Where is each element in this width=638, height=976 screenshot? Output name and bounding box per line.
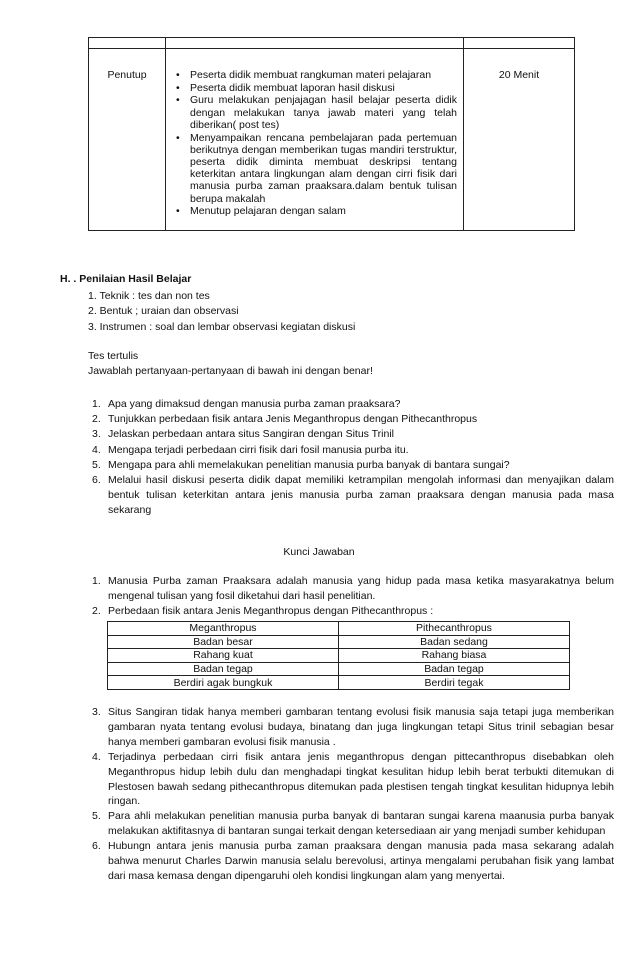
- table-header-row: [89, 38, 575, 49]
- duration-cell: 20 Menit: [464, 49, 575, 231]
- column-header: Pithecanthropus: [339, 622, 570, 636]
- bullet-icon: •: [176, 131, 180, 144]
- list-item: • Guru melakukan penjajagan hasil belajar peserta didik dengan melakukan tanya jawab materi yang telah diberikan( post tes): [176, 94, 457, 131]
- list-item: 3. Instrumen : soal dan lembar observasi kegiatan diskusi: [88, 320, 356, 333]
- answer-list-top: [88, 574, 614, 619]
- list-item: 2. Bentuk ; uraian dan observasi: [88, 305, 239, 318]
- bullet-icon: •: [176, 81, 180, 94]
- list-item: 4. Mengapa terjadi perbedaan cirri fisik dari fosil manusia purba itu.: [92, 443, 409, 456]
- test-label: Tes tertulis: [88, 350, 139, 362]
- list-item: 3. Jelaskan perbedaan antara situs Sangiran dengan Situs Trinil: [92, 428, 395, 441]
- instruction-text: Jawablah pertanyaan-pertanyaan di bawah ini dengan benar!: [88, 365, 373, 378]
- list-item: 5. Para ahli melakukan penelitian manusia purba banyak di bantaran sungai karena maanusia purba banyak melakukan aktifitasnya di bantaran sungai terkait dengan ketersediaan air yang menjadi sumber kehidupan: [92, 810, 614, 838]
- phase-cell: Penutup: [89, 49, 166, 231]
- list-item: 1. Teknik : tes dan non tes: [88, 290, 210, 302]
- list-item: 2. Perbedaan fisik antara Jenis Meganthropus dengan Pithecanthropus :: [92, 604, 434, 617]
- list-item: 3. Situs Sangiran tidak hanya memberi gambaran tentang evolusi fisik manusia saja tetapi juga memberikan gambaran nyata tentang evolusi budaya, binatang dan juga lingkungan tetapi Situs trinil sebagian besar hanya memberi gambaran evolusi fisik manusia .: [92, 706, 614, 748]
- list-item: • Menyampaikan rencana pembelajaran pada pertemuan berikutnya dengan memberikan tugas mandiri terstruktur, peserta didik diminta membuat deskripsi tentang keterkitan antara lingkungan alam dengan cirri fisik dari manusia purba zaman praaksara.dalam bentuk tulisan berupa makalah: [176, 131, 457, 205]
- activity-list: [166, 49, 463, 230]
- answer-list-bottom: [88, 705, 614, 884]
- table-row: Badan besar Badan sedang: [108, 635, 570, 649]
- list-item: • Peserta didik membuat rangkuman materi pelajaran: [176, 69, 432, 81]
- answer-key-title: Kunci Jawaban: [283, 546, 355, 558]
- table-row: Badan tegap Badan tegap: [108, 662, 570, 676]
- bullet-icon: •: [176, 94, 180, 107]
- list-item: 2. Tunjukkan perbedaan fisik antara Jenis Meganthropus dengan Pithecanthropus: [92, 413, 478, 426]
- list-item: 5. Mengapa para ahli memelakukan penelitian manusia purba banyak di bantara sungai?: [92, 458, 510, 471]
- table-row: [89, 49, 575, 231]
- table-header-row: [108, 622, 570, 636]
- section-title: H. . Penilaian Hasil Belajar: [60, 273, 192, 285]
- list-item: 1. Manusia Purba zaman Praaksara adalah manusia yang hidup pada masa ketika masyarakatnya belum mengenal tulisan yang fosil diketahui dari hasil penelitian.: [92, 575, 614, 602]
- table-row: Rahang kuat Rahang biasa: [108, 649, 570, 663]
- list-item: 4. Terjadinya perbedaan cirri fisik antara jenis meganthropus dengan pittecanthropus disebabkan oleh Meganthropus hidup lebih dulu dan menghadapi tingkat kesulitan hidup lebih berat terbukti ditemukan di Plestosen bawah sedang pithecanthropus ditemukan pada plestisen tengah tingkat kesulitan hidupnya lebih ringan.: [92, 750, 614, 808]
- list-item: • Peserta didik membuat laporan hasil diskusi: [176, 81, 395, 94]
- list-item: 1. Apa yang dimaksud dengan manusia purba zaman praaksara?: [92, 398, 401, 410]
- list-item: 6. Melalui hasil diskusi peserta didik dapat memiliki ketrampilan mengolah informasi dan menyajikan dalam bentuk tulisan keterkitan antara jenis manusia purba zaman praaksara dengan manusia pada masa sekarang: [92, 474, 614, 517]
- comparison-table: [107, 621, 570, 690]
- list-item: • Menutup pelajaran dengan salam: [176, 205, 346, 218]
- table-row: Berdiri agak bungkuk Berdiri tegak: [108, 676, 570, 690]
- bullet-icon: •: [176, 205, 180, 218]
- activities-cell: [166, 49, 464, 231]
- list-item: 6. Hubungn antara jenis manusia purba zaman praaksara dengan manusia pada masa sekarang adalah bahwa menurut Charles Darwin manusia selalu berevolusi, artinya mengalami perubahan fisik yang lambat dari masa kemasa dengan dipengaruhi oleh kondisi lingkungan alam yang menyertai.: [92, 840, 614, 882]
- bullet-icon: •: [176, 69, 180, 81]
- question-list: [88, 397, 614, 519]
- column-header: Meganthropus: [108, 622, 339, 636]
- assessment-items: [88, 289, 355, 335]
- lesson-activity-table: [88, 37, 575, 231]
- test-intro: [88, 349, 373, 380]
